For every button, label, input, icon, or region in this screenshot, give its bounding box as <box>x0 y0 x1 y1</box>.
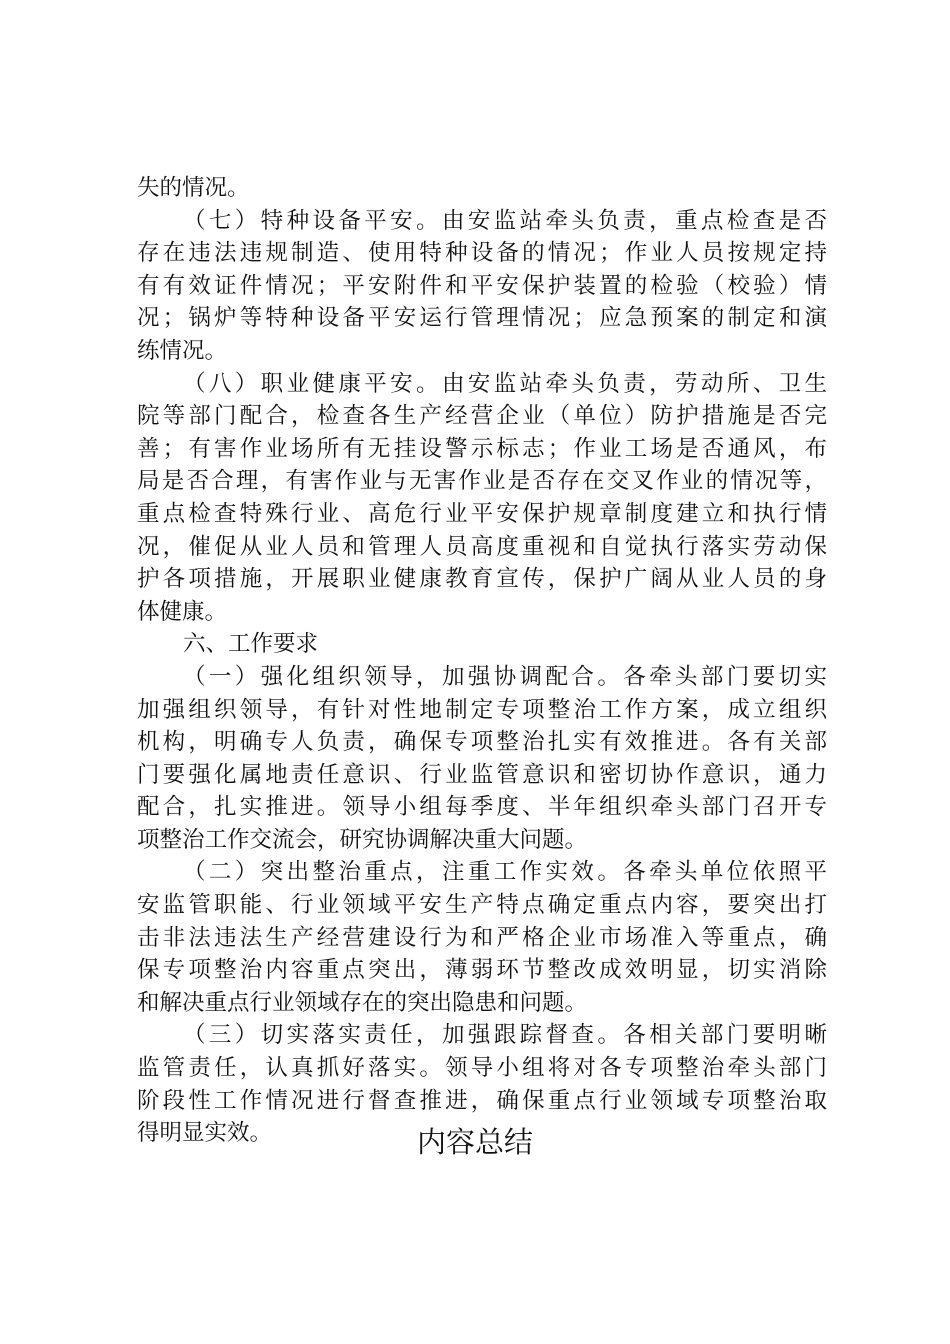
text-line: 门要强化属地责任意识、行业监管意识和密切协作意识，通力 <box>137 761 827 788</box>
text-line: 击非法违法生产经营建设行为和严格企业市场准入等重点，确 <box>137 924 827 951</box>
text-line: 和解决重点行业领域存在的突出隐患和问题。 <box>137 989 588 1016</box>
document-body <box>137 172 827 1150</box>
text-line: （一）强化组织领导，加强协调配合。各牵头部门要切实 <box>183 663 827 690</box>
text-line: 有有效证件情况；平安附件和平安保护装置的检验（校验）情 <box>137 272 827 299</box>
text-line: 加强组织领导，有针对性地制定专项整治工作方案，成立组织 <box>137 696 827 723</box>
text-line: 况，催促从业人员和管理人员高度重视和自觉执行落实劳动保 <box>137 533 827 560</box>
text-line: 失的情况。 <box>137 175 250 201</box>
text-line: 监管责任，认真抓好落实。领导小组将对各专项整治牵头部门 <box>137 1055 827 1082</box>
text-line: 院等部门配合，检查各生产经营企业（单位）防护措施是否完 <box>137 403 827 430</box>
text-line: 善；有害作业场所有无挂设警示标志；作业工场是否通风，布 <box>137 435 827 462</box>
text-line: 保专项整治内容重点突出，薄弱环节整改成效明显，切实消除 <box>137 957 827 984</box>
text-line: 况；锅炉等特种设备平安运行管理情况；应急预案的制定和演 <box>137 305 827 332</box>
text-line: 配合，扎实推进。领导小组每季度、半年组织牵头部门召开专 <box>137 794 827 821</box>
text-line: 阶段性工作情况进行督查推进，确保重点行业领域专项整治取 <box>137 1087 827 1114</box>
text-line: 练情况。 <box>137 337 228 364</box>
text-line: 体健康。 <box>137 598 228 625</box>
summary-heading: 内容总结 <box>416 1125 533 1159</box>
text-line: 项整治工作交流会，研究协调解决重大问题。 <box>137 826 588 853</box>
text-line: 存在违法违规制造、使用特种设备的情况；作业人员按规定持 <box>137 240 827 267</box>
text-line: 机构，明确专人负责，确保专项整治扎实有效推进。各有关部 <box>137 729 827 756</box>
text-line: 安监管职能、行业领域平安生产特点确定重点内容，要突出打 <box>137 892 827 919</box>
text-line: 护各项措施，开展职业健康教育宣传，保护广阔从业人员的身 <box>137 566 827 593</box>
text-line: （三）切实落实责任，加强跟踪督查。各相关部门要明晰 <box>183 1022 827 1049</box>
text-line: 重点检查特殊行业、高危行业平安保护规章制度建立和执行情 <box>137 500 827 527</box>
text-line: （七）特种设备平安。由安监站牵头负责，重点检查是否 <box>183 207 827 234</box>
text-line: 得明显实效。 <box>137 1120 273 1147</box>
text-line: （八）职业健康平安。由安监站牵头负责，劳动所、卫生 <box>183 370 827 397</box>
text-line: 六、工作要求 <box>183 631 319 658</box>
text-line: 局是否合理，有害作业与无害作业是否存在交叉作业的情况等， <box>137 468 827 495</box>
text-line: （二）突出整治重点，注重工作实效。各牵头单位依照平 <box>183 859 827 886</box>
